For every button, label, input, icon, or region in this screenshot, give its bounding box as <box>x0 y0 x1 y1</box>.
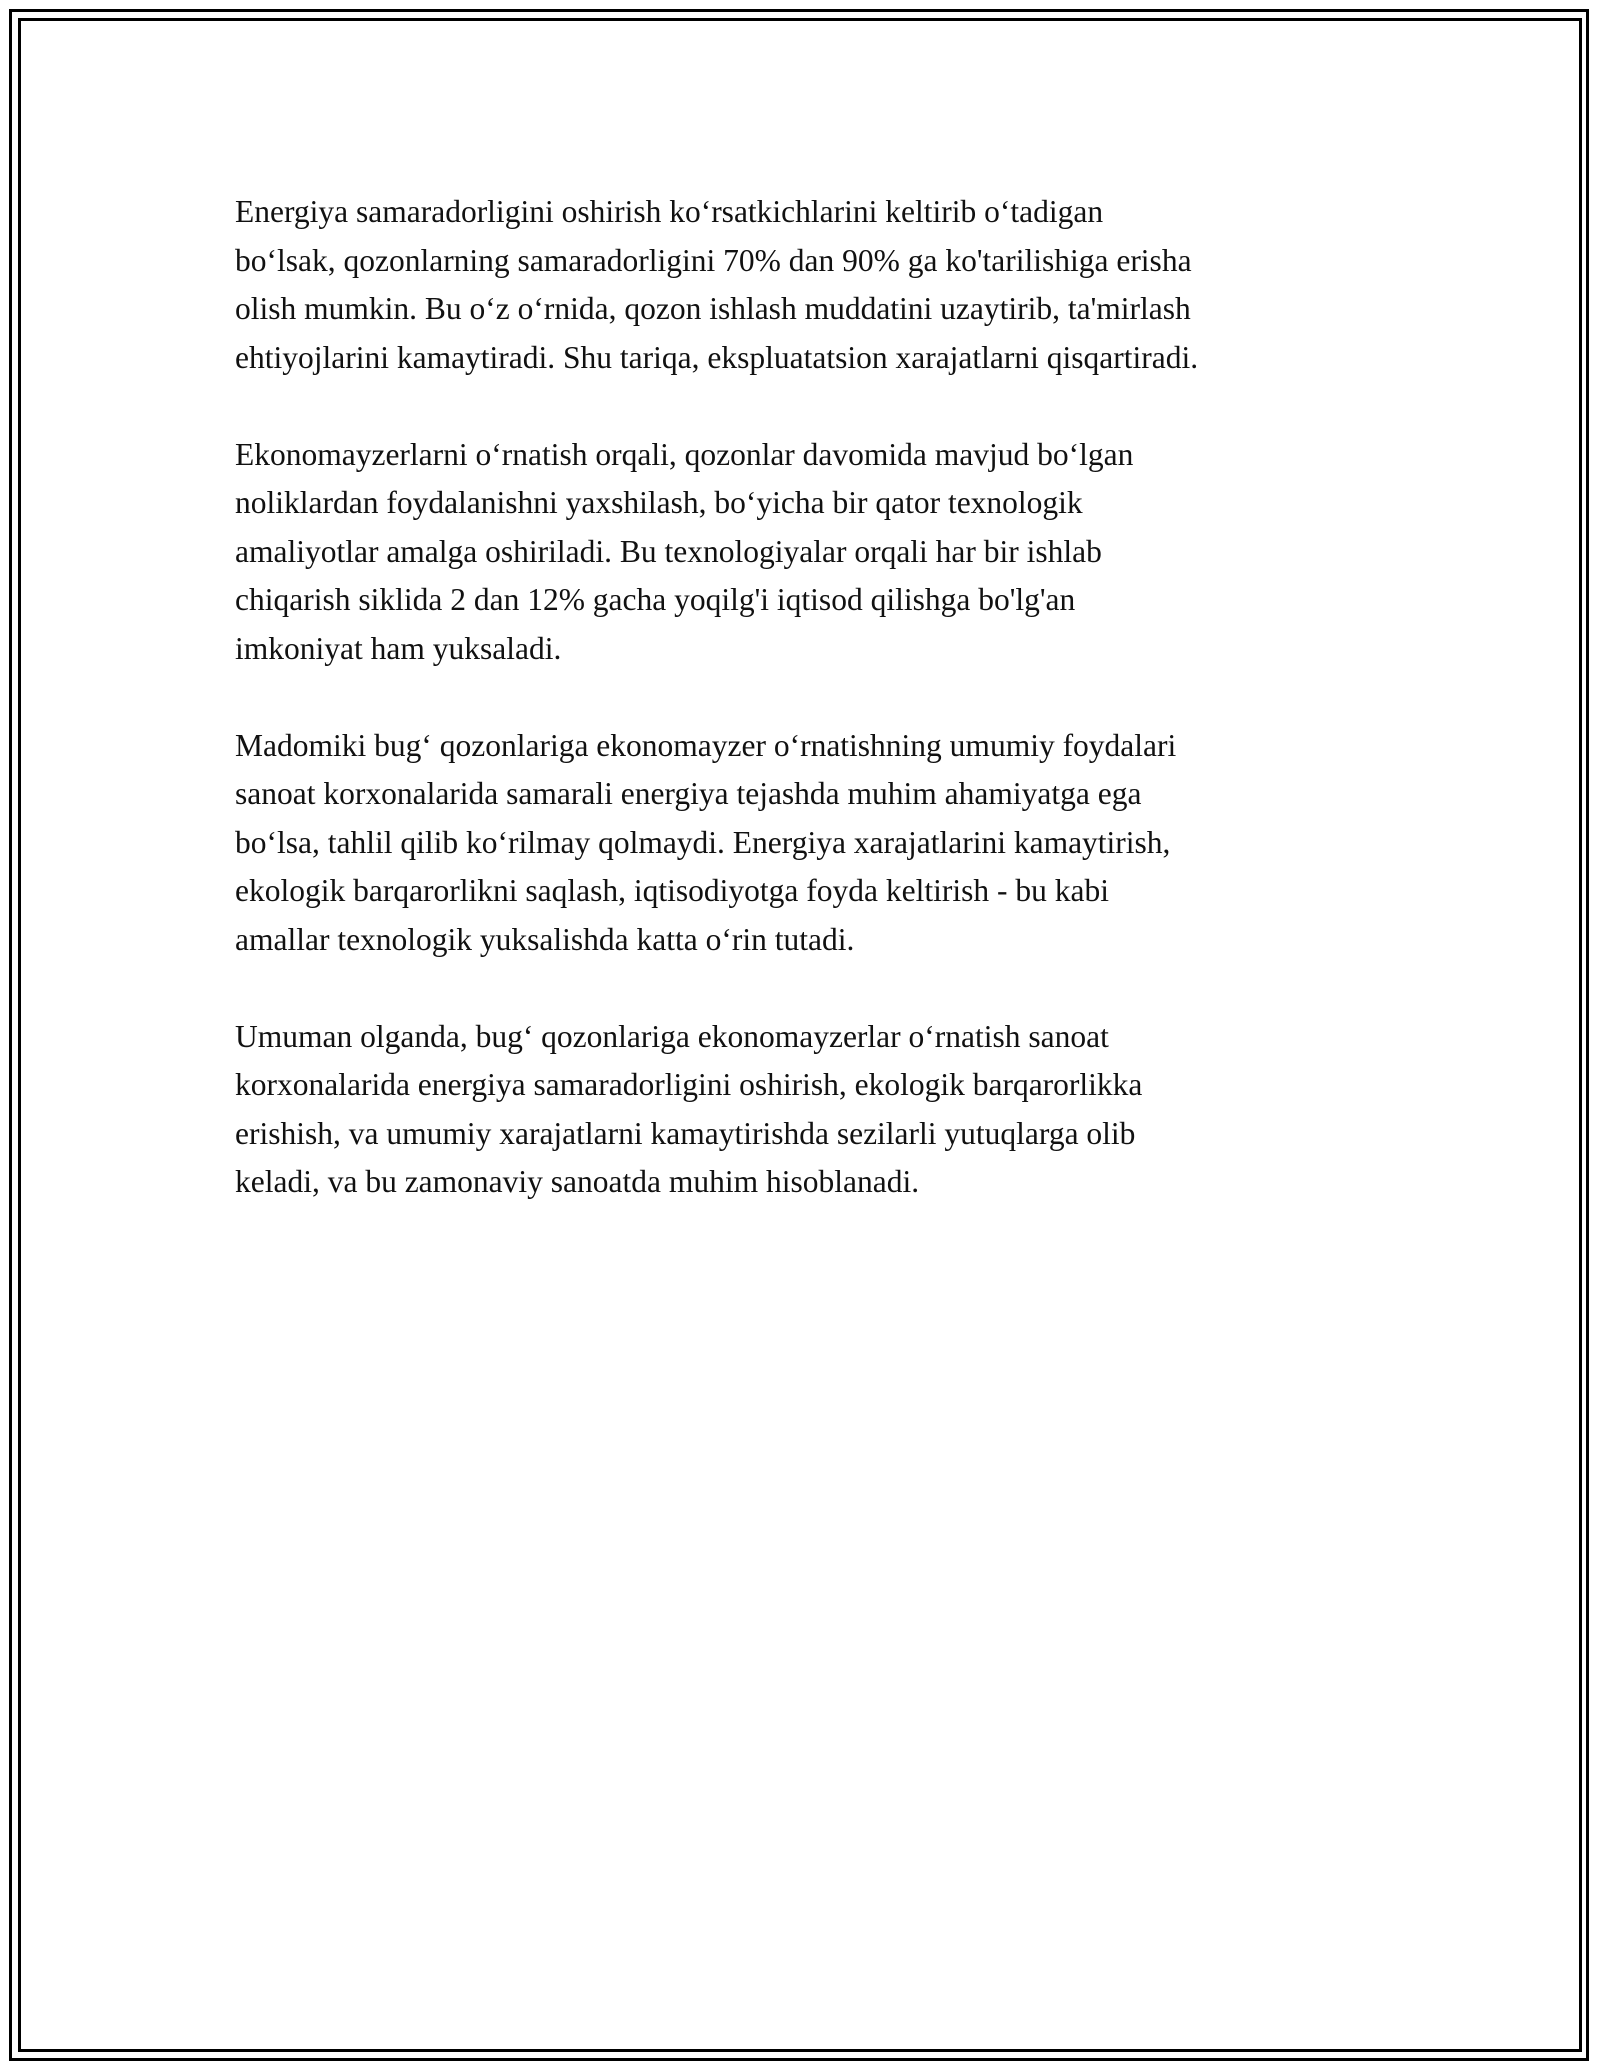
paragraph-line: Ekonomayzerlarni o‘rnatish orqali, qozonlar davomida mavjud bo‘lgan <box>235 436 1134 472</box>
document-body <box>235 188 1365 1207</box>
paragraph-4 <box>235 1013 1365 1207</box>
paragraph-line: Madomiki bug‘ qozonlariga ekonomayzer o‘rnatishning umumiy foydalari <box>235 727 1177 763</box>
paragraph-2 <box>235 431 1365 674</box>
paragraph-line: amaliyotlar amalga oshiriladi. Bu texnologiyalar orqali har bir ishlab <box>235 533 1102 569</box>
paragraph-line: chiqarish siklida 2 dan 12% gacha yoqilg'i iqtisod qilishga bo'lg'an <box>235 582 1076 617</box>
paragraph-line: erishish, va umumiy xarajatlarni kamaytirishda sezilarli yutuqlarga olib <box>235 1115 1136 1151</box>
paragraph-line: sanoat korxonalarida samarali energiya tejashda muhim ahamiyatga ega <box>235 776 1142 811</box>
paragraph-1 <box>235 188 1365 382</box>
paragraph-line: keladi, va bu zamonaviy sanoatda muhim hisoblanadi. <box>235 1164 920 1199</box>
paragraph-line: korxonalarida energiya samaradorligini oshirish, ekologik barqarorlikka <box>235 1067 1143 1102</box>
paragraph-line: Umuman olganda, bug‘ qozonlariga ekonomayzerlar o‘rnatish sanoat <box>235 1018 1109 1054</box>
paragraph-line: bo‘lsak, qozonlarning samaradorligini 70% dan 90% ga ko'tarilishiga erisha <box>235 242 1192 278</box>
paragraph-line: noliklardan foydalanishni yaxshilash, bo‘yicha bir qator texnologik <box>235 485 1083 520</box>
paragraph-line: bo‘lsa, tahlil qilib ko‘rilmay qolmaydi. Energiya xarajatlarini kamaytirish, <box>235 824 1171 860</box>
paragraph-line: imkoniyat ham yuksaladi. <box>235 630 562 666</box>
paragraph-line: ekologik barqarorlikni saqlash, iqtisodiyotga foyda keltirish - bu kabi <box>235 873 1109 908</box>
paragraph-line: ehtiyojlarini kamaytiradi. Shu tariqa, ekspluatatsion xarajatlarni qisqartiradi. <box>235 339 1199 375</box>
paragraph-line: Energiya samaradorligini oshirish ko‘rsatkichlarini keltirib o‘tadigan <box>235 194 1104 229</box>
paragraph-3 <box>235 722 1365 965</box>
paragraph-line: amallar texnologik yuksalishda katta o‘rin tutadi. <box>235 921 855 957</box>
paragraph-line: olish mumkin. Bu o‘z o‘rnida, qozon ishlash muddatini uzaytirib, ta'mirlash <box>235 291 1191 326</box>
